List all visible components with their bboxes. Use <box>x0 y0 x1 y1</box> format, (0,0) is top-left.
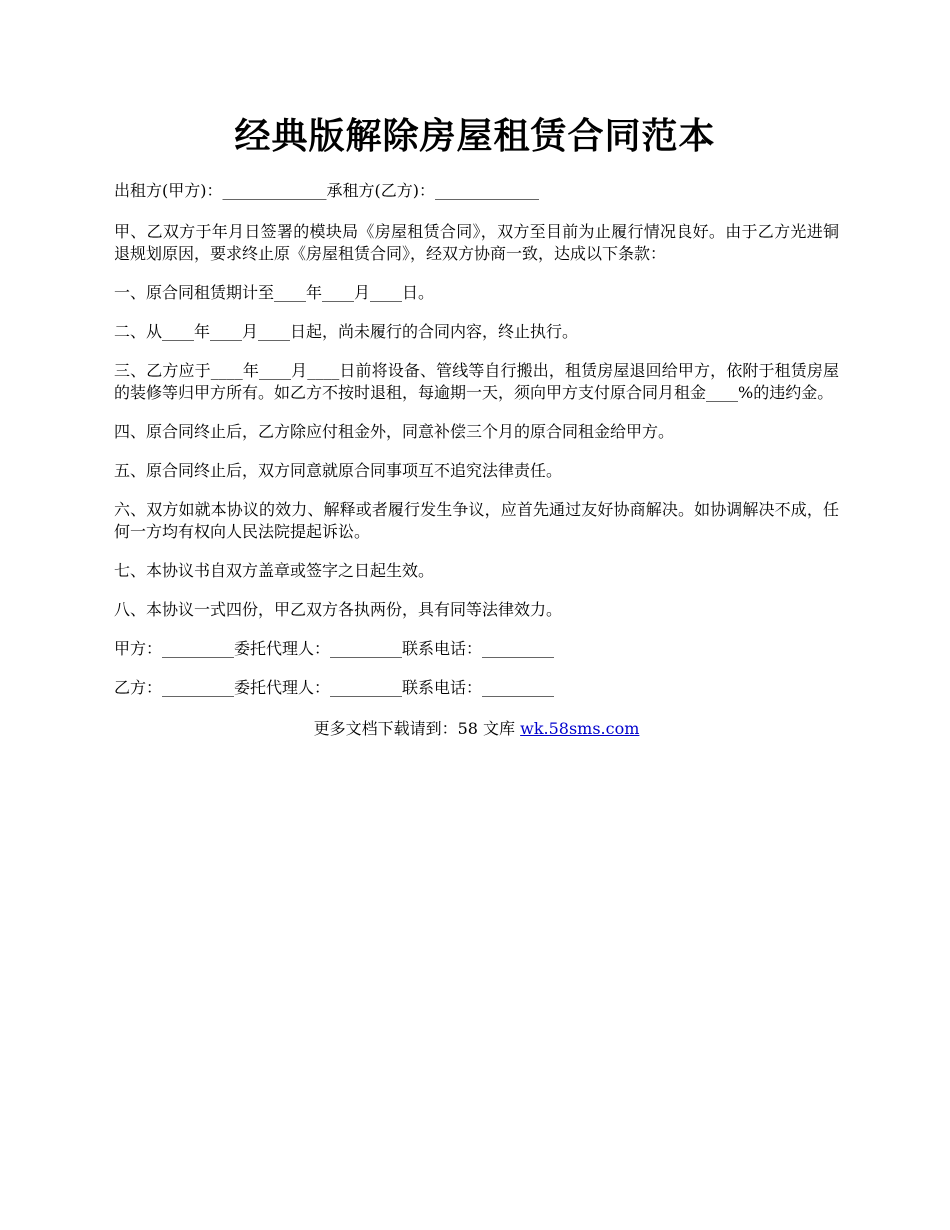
signature-line-party-b: 乙方：_________委托代理人：_________联系电话：_________ <box>114 678 555 697</box>
clause-8: 八、本协议一式四份，甲乙双方各执两份，具有同等法律效力。 <box>114 600 563 619</box>
footer-prefix: 更多文档下载请到：58 文库 <box>313 719 521 738</box>
signature-line-party-a: 甲方：_________委托代理人：_________联系电话：_________ <box>114 639 555 658</box>
footer-note <box>114 716 839 740</box>
clause-1: 一、原合同租赁期计至____年____月____日。 <box>114 283 435 302</box>
clause-7: 七、本协议书自双方盖章或签字之日起生效。 <box>114 561 435 580</box>
footer-link[interactable]: wk.58sms.com <box>520 719 640 738</box>
intro-paragraph: 甲、乙双方于年月日签署的模块局《房屋租赁合同》，双方至目前为止履行情况良好。由于乙方光进铜退规划原因，要求终止原《房屋租赁合同》，经双方协商一致，达成以下条款： <box>114 222 839 263</box>
clause-2: 二、从____年____月____日起，尚未履行的合同内容，终止执行。 <box>114 322 579 341</box>
clause-6: 六、双方如就本协议的效力、解释或者履行发生争议，应首先通过友好协商解决。如协调解决不成，任何一方均有权向人民法院提起诉讼。 <box>114 500 839 541</box>
document-title: 经典版解除房屋租赁合同范本 <box>234 115 716 157</box>
clause-5: 五、原合同终止后，双方同意就原合同事项互不追究法律责任。 <box>114 461 563 480</box>
clause-4: 四、原合同终止后，乙方除应付租金外，同意补偿三个月的原合同租金给甲方。 <box>114 422 675 441</box>
parties-line: 出租方(甲方)：_____________承租方(乙方)：_____________ <box>114 181 539 200</box>
clause-3: 三、乙方应于____年____月____日前将设备、管线等自行搬出，租赁房屋退回给甲方，依附于租赁房屋的装修等归甲方所有。如乙方不按时退租，每逾期一天，须向甲方支付原合同月租金____%的违约金。 <box>114 361 839 402</box>
document-body <box>114 180 839 740</box>
